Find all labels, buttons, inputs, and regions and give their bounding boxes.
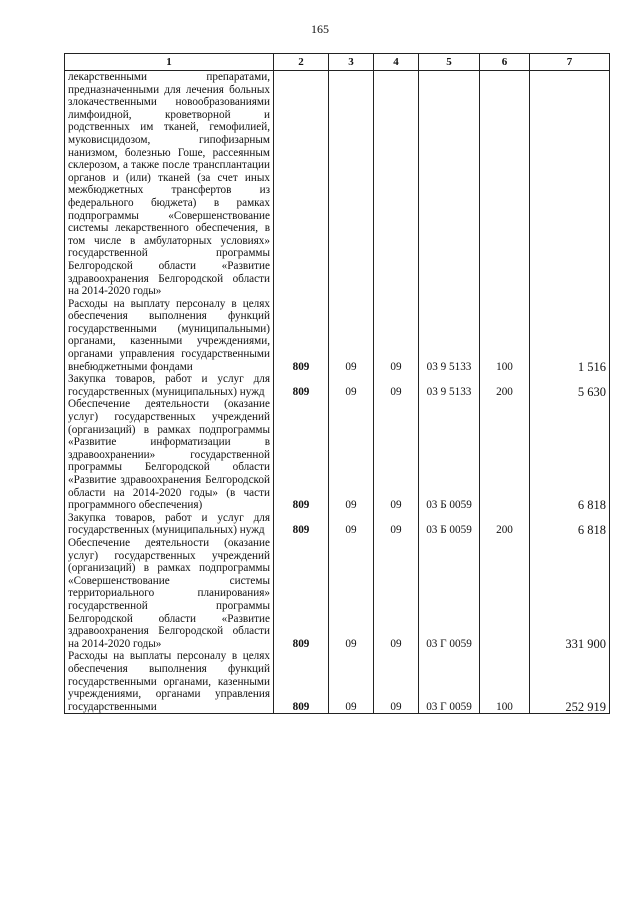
header-col-2: 2 <box>274 54 329 71</box>
table-row <box>65 398 610 511</box>
table-header-row <box>65 54 610 71</box>
table-row <box>65 71 610 298</box>
budget-table <box>64 53 610 714</box>
table-row <box>65 298 610 374</box>
row-grbs: 809 <box>274 650 329 713</box>
row-grbs: 809 <box>274 298 329 374</box>
row-amount: 331 900 <box>530 537 610 650</box>
row-description: Закупка товаров, работ и услуг для государственных (муниципальных) нужд <box>65 512 274 537</box>
row-description: Расходы на выплаты персоналу в целях обеспечения выполнения функций государственными органами, казенными учреждениями, органами управления государственными <box>65 650 274 713</box>
row-subsection: 09 <box>374 650 419 713</box>
header-col-1: 1 <box>65 54 274 71</box>
row-expense-type: 200 <box>480 373 530 398</box>
row-section: 09 <box>329 650 374 713</box>
row-target-article <box>419 71 480 298</box>
row-grbs: 809 <box>274 398 329 511</box>
row-section <box>329 71 374 298</box>
row-expense-type <box>480 398 530 511</box>
row-amount: 6 818 <box>530 398 610 511</box>
row-grbs: 809 <box>274 512 329 537</box>
header-col-5: 5 <box>419 54 480 71</box>
table-row <box>65 537 610 650</box>
row-description: Расходы на выплату персоналу в целях обеспечения выполнения функций государственными (муниципальными) органами, казенными учреждениями, органами управления государственными внебюджетными фондами <box>65 298 274 374</box>
page-number: 165 <box>311 22 329 36</box>
table-row <box>65 512 610 537</box>
header-col-7: 7 <box>530 54 610 71</box>
row-amount: 5 630 <box>530 373 610 398</box>
row-description: Закупка товаров, работ и услуг для государственных (муниципальных) нужд <box>65 373 274 398</box>
row-amount: 252 919 <box>530 650 610 713</box>
row-amount <box>530 71 610 298</box>
row-subsection: 09 <box>374 537 419 650</box>
row-subsection <box>374 71 419 298</box>
row-amount: 6 818 <box>530 512 610 537</box>
row-subsection: 09 <box>374 298 419 374</box>
row-expense-type <box>480 71 530 298</box>
row-subsection: 09 <box>374 512 419 537</box>
row-description: Обеспечение деятельности (оказание услуг) государственных учреждений (организаций) в рамках подпрограммы «Развитие информатизации в здравоохранении» государственной программы Белгородской области «Развитие здравоохранения Белгородской области на 2014-2020 годы» (в части программного обеспечения) <box>65 398 274 511</box>
row-section: 09 <box>329 298 374 374</box>
row-target-article: 03 9 5133 <box>419 373 480 398</box>
table-row <box>65 373 610 398</box>
row-section: 09 <box>329 398 374 511</box>
row-description: лекарственными препаратами, предназначенными для лечения больных злокачественными новообразованиями лимфоидной, кроветворной и родственных им тканей, гемофилией, муковисцидозом, гипофизарным нанизмом, болезнью Гоше, рассеянным склерозом, а также после трансплантации органов и (или) тканей (за счет иных межбюджетных трансфертов из федерального бюджета) в рамках подпрограммы «Совершенствование системы лекарственного обеспечения, в том числе в амбулаторных условиях» государственной программы Белгородской области «Развитие здравоохранения Белгородской области на 2014-2020 годы» <box>65 71 274 298</box>
header-col-6: 6 <box>480 54 530 71</box>
row-target-article: 03 Б 0059 <box>419 398 480 511</box>
row-subsection: 09 <box>374 373 419 398</box>
row-grbs <box>274 71 329 298</box>
row-amount: 1 516 <box>530 298 610 374</box>
row-grbs: 809 <box>274 537 329 650</box>
row-expense-type <box>480 537 530 650</box>
row-target-article: 03 9 5133 <box>419 298 480 374</box>
row-description: Обеспечение деятельности (оказание услуг) государственных учреждений (организаций) в рамках подпрограммы «Совершенствование системы территориального планирования» государственной программы Белгородской области «Развитие здравоохранения Белгородской области на 2014-2020 годы» <box>65 537 274 650</box>
row-subsection: 09 <box>374 398 419 511</box>
row-expense-type: 100 <box>480 298 530 374</box>
row-target-article: 03 Б 0059 <box>419 512 480 537</box>
row-section: 09 <box>329 512 374 537</box>
row-target-article: 03 Г 0059 <box>419 537 480 650</box>
row-target-article: 03 Г 0059 <box>419 650 480 713</box>
header-col-3: 3 <box>329 54 374 71</box>
table-row <box>65 650 610 713</box>
row-expense-type: 100 <box>480 650 530 713</box>
row-expense-type: 200 <box>480 512 530 537</box>
row-section: 09 <box>329 537 374 650</box>
row-grbs: 809 <box>274 373 329 398</box>
row-section: 09 <box>329 373 374 398</box>
header-col-4: 4 <box>374 54 419 71</box>
